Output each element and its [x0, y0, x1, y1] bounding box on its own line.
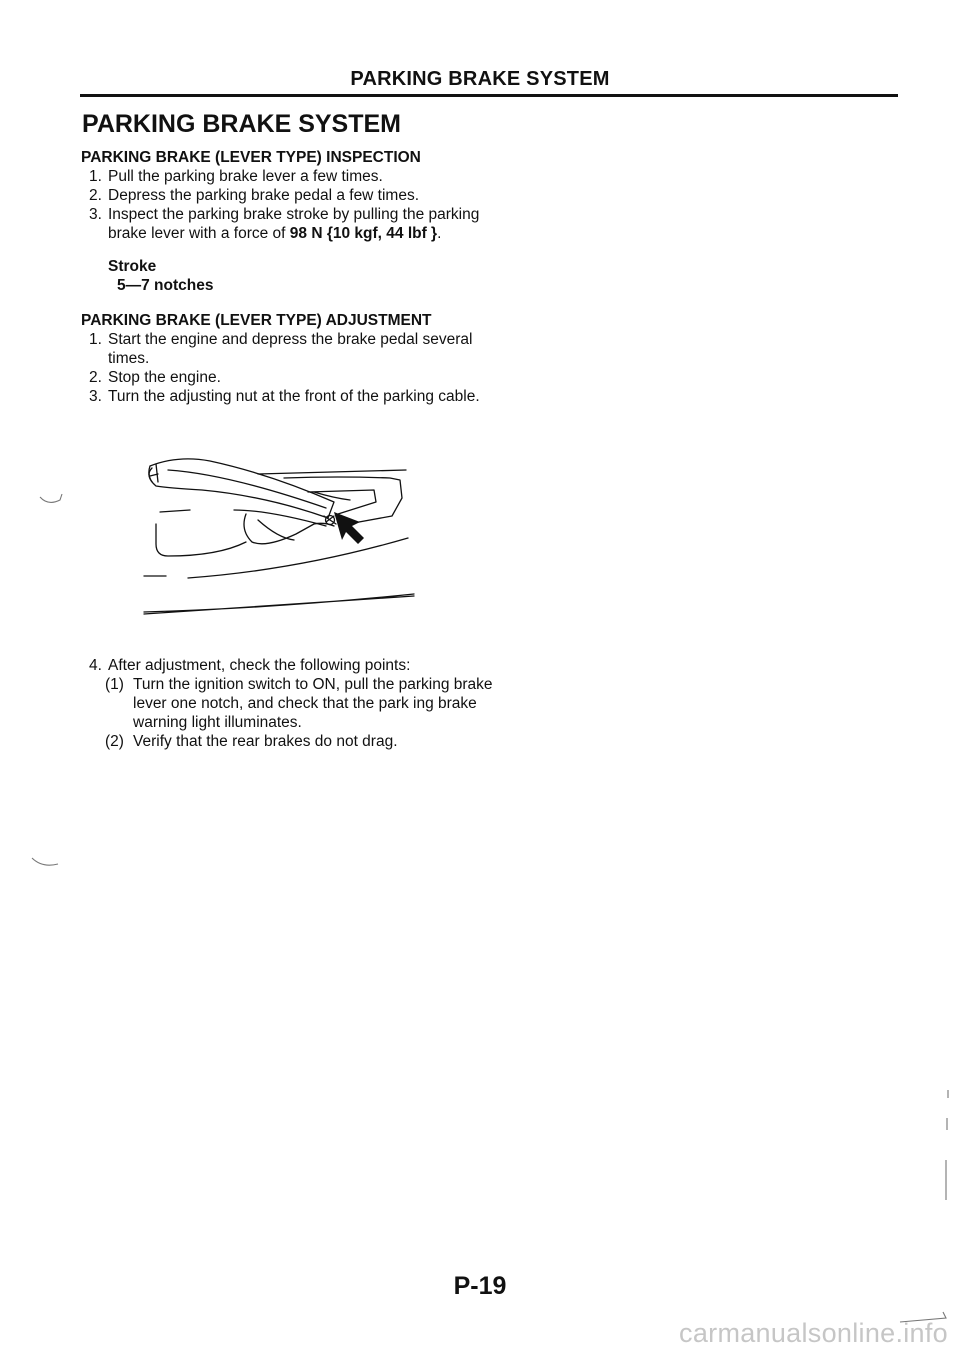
- check-points: [81, 675, 501, 751]
- console-left: [156, 510, 246, 556]
- substep-number: (1): [105, 676, 124, 693]
- console-slot: [308, 490, 376, 514]
- adjustment-step-4: [81, 656, 501, 751]
- step-text: After adjustment, check the following points:: [108, 657, 411, 674]
- stroke-spec-label: Stroke: [108, 258, 157, 275]
- adjustment-steps: [81, 330, 501, 406]
- step-text: Depress the parking brake pedal a few times.: [108, 187, 420, 204]
- adjustment-heading: PARKING BRAKE (LEVER TYPE) ADJUSTMENT: [81, 312, 432, 329]
- list-item: [81, 167, 501, 186]
- main-content: [81, 148, 501, 406]
- page-number: P-19: [453, 1272, 507, 1300]
- force-spec: 98 N {10 kgf, 44 lbf }: [289, 225, 438, 242]
- header-divider: [80, 94, 898, 97]
- lever-grip: [149, 459, 334, 518]
- list-item: [81, 656, 501, 751]
- step-number: 2.: [89, 187, 102, 204]
- step-text: Inspect the parking brake stroke by pulling the parking brake lever with a force of: [108, 206, 480, 242]
- inspection-section: [81, 148, 501, 295]
- step-text: Stop the engine.: [108, 369, 221, 386]
- after-adjustment-content: [81, 656, 501, 751]
- substep-text: Verify that the rear brakes do not drag.: [133, 733, 398, 750]
- list-item: [81, 675, 501, 732]
- list-item: [81, 368, 501, 387]
- step-number: 2.: [89, 369, 102, 386]
- step-number: 3.: [89, 388, 102, 405]
- watermark-text: carmanualsonline.info: [679, 1318, 948, 1348]
- page-title: PARKING BRAKE SYSTEM: [82, 110, 402, 138]
- arrow-icon: [334, 512, 364, 544]
- step-text: Turn the adjusting nut at the front of the parking cable.: [108, 388, 480, 405]
- console-side-line: [188, 538, 408, 578]
- list-item: [81, 205, 501, 243]
- step-number: 1.: [89, 331, 102, 348]
- inspection-heading: PARKING BRAKE (LEVER TYPE) INSPECTION: [81, 149, 421, 166]
- substep-text: Turn the ignition switch to ON, pull the parking brake lever one notch, and check that the park ing brake warning light illuminates.: [133, 676, 493, 731]
- inspection-steps: [81, 167, 501, 243]
- step-number: 4.: [89, 657, 102, 674]
- step-text: Pull the parking brake lever a few times.: [108, 168, 383, 185]
- list-item: [81, 387, 501, 406]
- list-item: [81, 732, 501, 751]
- scan-mark: [40, 494, 62, 502]
- adjustment-section: [81, 311, 501, 406]
- running-header: PARKING BRAKE SYSTEM: [350, 68, 610, 90]
- scan-mark: [32, 858, 58, 865]
- step-text: Start the engine and depress the brake pedal several times.: [108, 331, 473, 367]
- step-text-end: .: [437, 225, 442, 242]
- floor-line: [144, 594, 414, 614]
- step-number: 1.: [89, 168, 102, 185]
- step-number: 3.: [89, 206, 102, 223]
- list-item: [81, 186, 501, 205]
- substep-number: (2): [105, 733, 124, 750]
- scan-mark: [946, 1090, 948, 1200]
- parking-brake-lever-illustration: [138, 452, 420, 630]
- list-item: [81, 330, 501, 368]
- stroke-spec-value: 5—7 notches: [117, 277, 214, 294]
